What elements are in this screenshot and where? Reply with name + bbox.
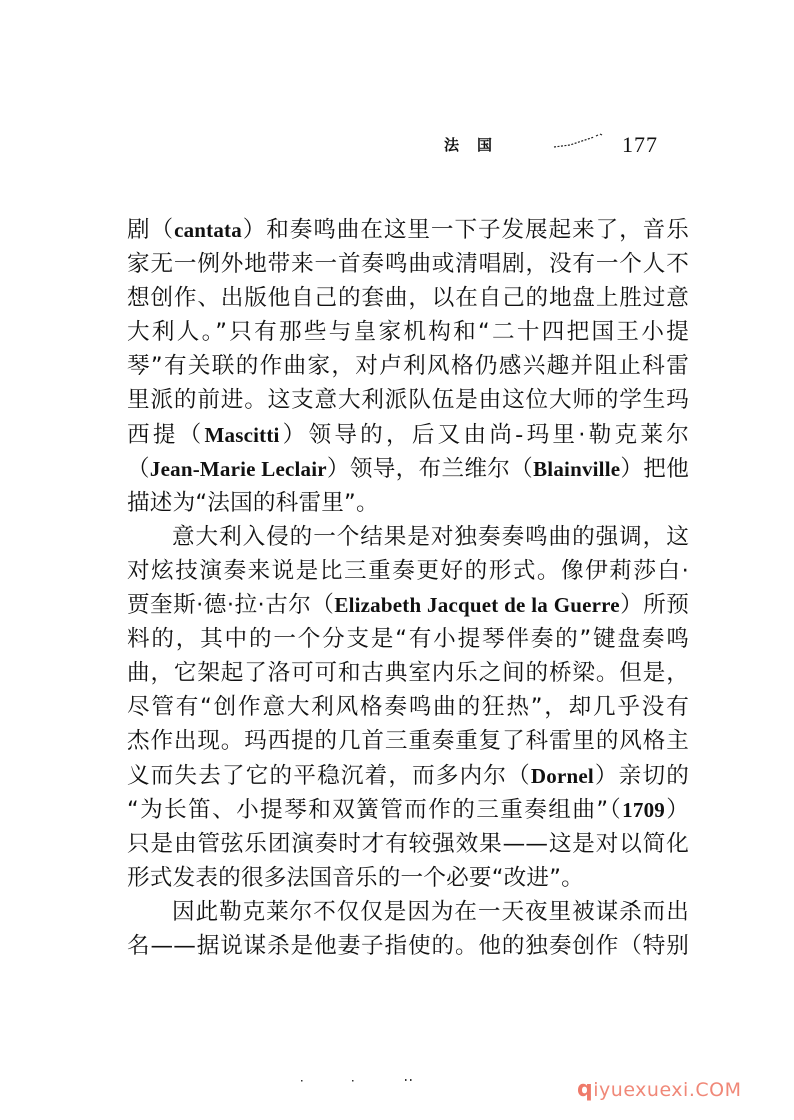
text-run: 名——据说谋杀是他妻子指使的。他的独奏创作（特别	[127, 932, 689, 959]
text-run: 家无一例外地带来一首奏鸣曲或清唱剧，没有一个人不	[127, 251, 689, 278]
text-run: 贾奎斯·德·拉·古尔（	[127, 592, 335, 619]
text-line	[127, 281, 689, 315]
latin-term: Dornel	[530, 763, 594, 788]
text-line	[127, 452, 689, 486]
text-line	[127, 554, 689, 588]
paragraph	[127, 520, 689, 895]
paragraph	[127, 213, 689, 520]
latin-term: Mascitti	[204, 422, 280, 447]
text-line	[127, 793, 689, 827]
text-run: 因此勒克莱尔不仅仅是因为在一天夜里被谋杀而出	[172, 898, 689, 925]
text-line	[127, 383, 689, 417]
text-run: 琴”有关联的作曲家，对卢利风格仍感兴趣并阻止科雷	[127, 353, 689, 380]
chapter-title: 法国	[444, 136, 511, 154]
body-text	[127, 213, 689, 963]
text-run: ）领导的，后又由尚-玛里·勒克莱尔	[279, 421, 689, 448]
text-run: 西提（	[127, 421, 205, 448]
latin-term: cantata	[174, 218, 242, 242]
watermark-logo-letter: q	[577, 1077, 594, 1102]
text-run: 只是由管弦乐团演奏时才有较强效果——这是对以简化	[127, 830, 689, 857]
text-run: 对炫技演奏来说是比三重奏更好的形式。像伊莉莎白·	[127, 557, 689, 584]
text-run: 杰作出现。玛西提的几首三重奏重复了科雷里的风格主	[127, 728, 689, 755]
text-line	[127, 622, 689, 656]
latin-term: Blainville	[533, 456, 621, 481]
text-run: 描述为“法国的科雷里”。	[127, 489, 379, 516]
text-run: 里派的前进。这支意大利派队伍是由这位大师的学生玛	[127, 387, 689, 414]
text-run: 曲，它架起了洛可可和古典室内乐之间的桥梁。但是，	[127, 660, 689, 687]
watermark-text: iyuexuexi.COM	[593, 1079, 742, 1101]
site-watermark	[577, 1077, 742, 1102]
text-line	[127, 486, 689, 520]
text-line	[127, 520, 689, 554]
scan-speck-marks	[300, 1078, 450, 1084]
text-line	[127, 861, 689, 895]
running-head	[440, 130, 680, 160]
text-run: 料的，其中的一个分支是“有小提琴伴奏的”键盘奏鸣	[127, 626, 689, 653]
text-line	[127, 724, 689, 758]
text-line	[127, 929, 689, 963]
ornament-flourish-icon	[552, 132, 612, 152]
text-line	[127, 588, 689, 622]
text-run: “为长笛、小提琴和双簧管而作的三重奏组曲”（	[127, 796, 623, 823]
text-run: ）亲切的	[593, 762, 689, 789]
text-line	[127, 349, 689, 383]
latin-term: 1709	[622, 797, 665, 822]
text-line	[127, 827, 689, 861]
text-run: ）和奏鸣曲在这里一下子发展起来了，音乐	[241, 217, 689, 243]
text-line	[127, 690, 689, 724]
latin-term: Jean-Marie Leclair	[149, 456, 327, 481]
text-run: ）所预	[619, 592, 690, 619]
text-line	[127, 759, 689, 793]
text-line	[127, 418, 689, 452]
text-line	[127, 656, 689, 690]
text-run: 义而失去了它的平稳沉着，而多内尔（	[127, 762, 531, 789]
latin-term: Elizabeth Jacquet de la Guerre	[334, 593, 620, 618]
text-line	[127, 213, 689, 247]
text-run: 意大利入侵的一个结果是对独奏奏鸣曲的强调，这	[172, 523, 689, 550]
text-run: 形式发表的很多法国音乐的一个必要“改进”。	[127, 864, 584, 891]
text-run: 剧（	[127, 217, 175, 243]
text-line	[127, 895, 689, 929]
paragraph	[127, 895, 689, 963]
text-run: ）领导，布兰维尔（	[326, 455, 534, 482]
text-run: （	[127, 455, 150, 482]
text-run: 尽管有“创作意大利风格奏鸣曲的狂热”，却几乎没有	[127, 694, 689, 721]
text-run: 大利人。”只有那些与皇家机构和“二十四把国王小提	[127, 319, 689, 346]
text-run: ）	[664, 796, 689, 823]
text-run: 想创作、出版他自己的套曲，以在自己的地盘上胜过意	[127, 285, 689, 312]
page-number: 177	[622, 132, 658, 157]
text-line	[127, 315, 689, 349]
text-run: ）把他	[620, 455, 690, 482]
text-line	[127, 247, 689, 281]
